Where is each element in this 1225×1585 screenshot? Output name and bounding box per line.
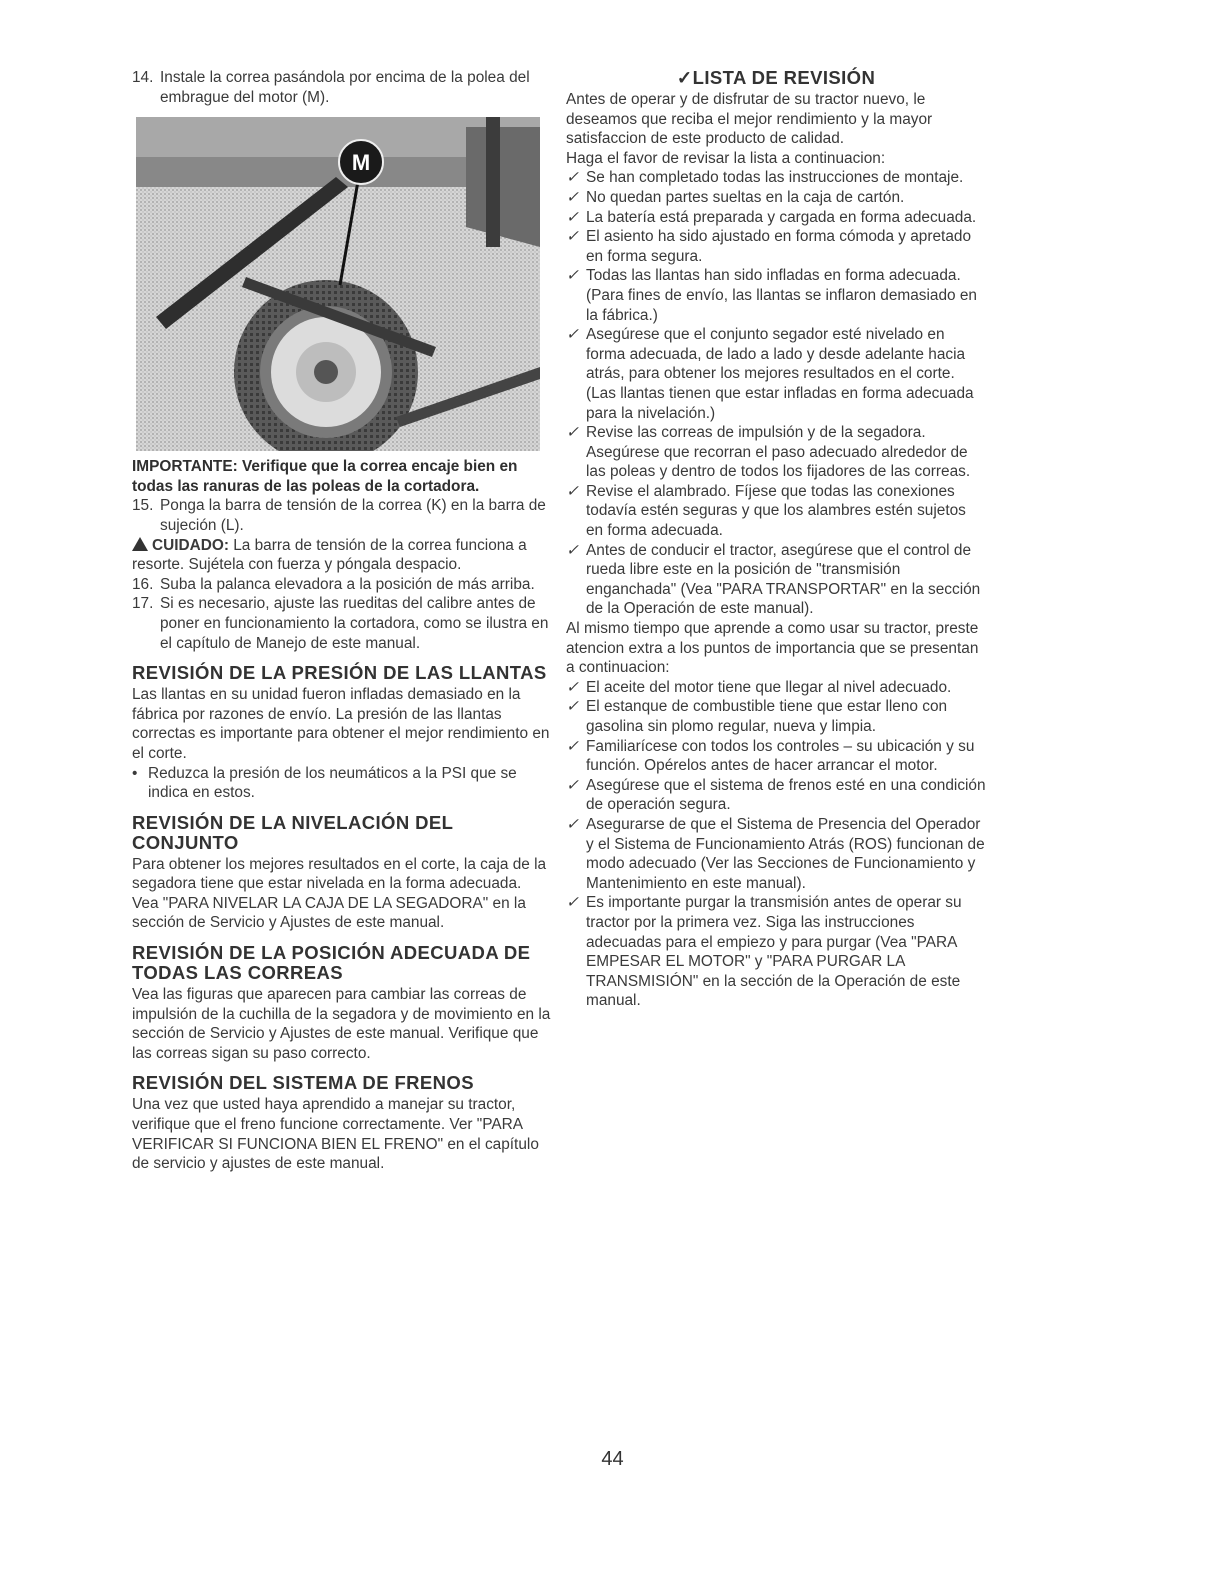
checklist-group-1	[566, 168, 986, 619]
checklist-item	[566, 188, 986, 208]
checklist-item	[566, 737, 986, 776]
step-17: 17. Si es necesario, ajuste las rueditas del calibre antes de poner en funcionamiento la cortadora, como se ilustra en el capítulo de Manejo de este manual.	[132, 595, 549, 652]
checklist-item	[566, 423, 986, 482]
check-mark-icon: ✓	[566, 737, 579, 755]
deck-level-heading: REVISIÓN DE LA NIVELACIÓN DEL CONJUNTO	[132, 811, 453, 853]
checklist-item-text: El aceite del motor tiene que llegar al nivel adecuado.	[586, 678, 952, 696]
checklist-intro: Antes de operar y de disfrutar de su tractor nuevo, le deseamos que reciba el mejor rendimiento y la mayor satisfaccion de este producto de calidad.	[566, 91, 933, 148]
tire-pressure-bullet: • Reduzca la presión de los neumáticos a la PSI que se indica en estos.	[132, 764, 517, 802]
checklist-item-text: Familiarícese con todos los controles – su ubicación y su función. Opérelos antes de hacer arrancar el motor.	[586, 737, 975, 775]
checklist-item	[566, 266, 986, 325]
checklist-item	[566, 168, 986, 188]
checklist-item	[566, 815, 986, 893]
check-mark-icon: ✓	[566, 326, 579, 344]
left-column	[132, 68, 552, 1174]
checklist-item-text: Revise el alambrado. Fíjese que todas las conexiones todavía estén seguras y que los alambres estén sujetos en forma adecuada.	[586, 482, 966, 540]
checklist-item	[566, 227, 986, 266]
checklist-item-text: Revise las correas de impulsión y de la segadora. Asegúrese que recorran el paso adecuado alrededor de las poleas y dentro de todos los fijadores de las correas.	[586, 424, 971, 481]
checklist-heading: ✓LISTA DE REVISIÓN	[676, 67, 876, 88]
checklist-item-text: Antes de conducir el tractor, asegúrese que el control de rueda libre este en la posición de "transmisión enganchada" (Vea "PARA TRANSPORTAR" en la sección de la Operación de este manual).	[586, 541, 981, 618]
tire-pressure-body: Las llantas en su unidad fueron infladas demasiado en la fábrica por razones de envío. La presión de las llantas correctas es importante para obtener el mejor rendimiento en el corte.	[132, 686, 550, 762]
check-mark-icon: ✓	[566, 228, 579, 246]
checklist-item	[566, 208, 986, 228]
checklist-item	[566, 482, 986, 541]
frame-part	[466, 127, 540, 247]
checklist-lead: Haga el favor de revisar la lista a continuacion:	[566, 149, 886, 167]
checklist-item	[566, 541, 986, 619]
check-mark-icon: ✓	[566, 208, 579, 226]
checklist-item-text: Todas las llantas han sido infladas en forma adecuada. (Para fines de envío, las llantas se inflaron demasiado en la fábrica.)	[586, 267, 977, 324]
checklist-item	[566, 893, 986, 1011]
marker-label: M	[351, 150, 371, 176]
checklist-item-text: El estanque de combustible tiene que estar lleno con gasolina sin plomo regular, nueva y limpia.	[586, 698, 948, 735]
checklist-item-text: Asegurarse de que el Sistema de Presencia del Operador y el Sistema de Funcionamiento Atrás (ROS) funcionan de modo adecuado (Ver las Secciones de Funcionamiento y Mantenimiento en este manual).	[586, 815, 985, 892]
checklist-item	[566, 776, 986, 815]
checklist-item	[566, 697, 986, 736]
bullet-icon: •	[132, 764, 138, 782]
checklist-item-text: El asiento ha sido ajustado en forma cómoda y apretado en forma segura.	[586, 228, 972, 265]
check-mark-icon: ✓	[566, 424, 579, 442]
step-15: 15. Ponga la barra de tensión de la correa (K) en la barra de sujeción (L).	[132, 497, 546, 534]
belt-position-heading: REVISIÓN DE LA POSICIÓN ADECUADA DE TODAS LAS CORREAS	[132, 942, 531, 984]
checklist-item	[566, 678, 986, 698]
right-column	[566, 68, 986, 1011]
checklist-item-text: No quedan partes sueltas en la caja de cartón.	[586, 188, 905, 206]
brake-system-heading: REVISIÓN DEL SISTEMA DE FRENOS	[132, 1072, 474, 1094]
check-mark-icon: ✓	[566, 169, 579, 187]
step-16: 16. Suba la palanca elevadora a la posición de más arriba.	[132, 575, 535, 593]
checklist-mid: Al mismo tiempo que aprende a como usar su tractor, preste atencion extra a los puntos de importancia que se presentan a continuacion:	[566, 620, 979, 677]
check-mark-icon: ✓	[566, 894, 579, 912]
tire-pressure-heading: REVISIÓN DE LA PRESIÓN DE LAS LLANTAS	[132, 662, 547, 684]
checklist-item-text: Es importante purgar la transmisión antes de operar su tractor por la primera vez. Siga las instrucciones adecuadas para el empiezo y para purgar (Vea "PARA EMPESAR EL MOTOR" y "PARA PURGAR LA TRANSMISIÓN" en la sección de la Operación de este manual.	[586, 894, 962, 1010]
brake-system-body: Una vez que usted haya aprendido a manejar su tractor, verifique que el freno funcione correctamente. Ver "PARA VERIFICAR SI FUNCIONA BIEN EL FRENO" en el capítulo de servicio y ajustes de este manual.	[132, 1096, 539, 1173]
check-mark-icon: ✓	[566, 188, 579, 206]
page-number: 44	[601, 1448, 624, 1470]
checklist-item	[566, 325, 986, 423]
step-14: 14. Instale la correa pasándola por encima de la polea del embrague del motor (M).	[132, 69, 530, 106]
warning-icon	[132, 537, 148, 551]
checklist-item-text: La batería está preparada y cargada en forma adecuada.	[586, 208, 977, 226]
deck-level-body: Para obtener los mejores resultados en el corte, la caja de la segadora tiene que estar nivelada en la forma adecuada. Vea "PARA NIVELAR LA CAJA DE LA SEGADORA" en la sección de Servicio y Ajustes de este manual.	[132, 855, 547, 932]
check-mark-icon: ✓	[566, 678, 579, 696]
check-mark-icon: ✓	[566, 815, 579, 833]
check-mark-icon: ✓	[566, 541, 579, 559]
checklist-item-text: Asegúrese que el conjunto segador esté nivelado en forma adecuada, de lado a lado y desde adelante hacia atrás, para obtener los mejores resultados en el corte. (Las llantas tienen que estar infladas en forma adecuada para la nivelación.)	[586, 326, 974, 422]
check-mark-icon: ✓	[566, 776, 579, 794]
belt-installation-photo	[136, 117, 540, 451]
checklist-group-2	[566, 678, 986, 1011]
check-mark-icon: ✓	[566, 267, 579, 285]
caution-note: CUIDADO: La barra de tensión de la correa funciona a resorte. Sujétela con fuerza y póngala despacio.	[132, 536, 527, 574]
checklist-item-text: Se han completado todas las instrucciones de montaje.	[586, 169, 964, 187]
belt-position-body: Vea las figuras que aparecen para cambiar las correas de impulsión de la cuchilla de la segadora y de movimiento en la sección de Servicio y Ajustes de este manual. Verifique que las correas sigan su paso correcto.	[132, 986, 551, 1062]
important-note: IMPORTANTE: Verifique que la correa encaje bien en todas las ranuras de las poleas de la cortadora.	[132, 458, 518, 495]
checklist-item-text: Asegúrese que el sistema de frenos esté en una condición de operación segura.	[586, 776, 986, 814]
check-mark-icon: ✓	[566, 698, 579, 716]
check-mark-icon: ✓	[566, 482, 579, 500]
